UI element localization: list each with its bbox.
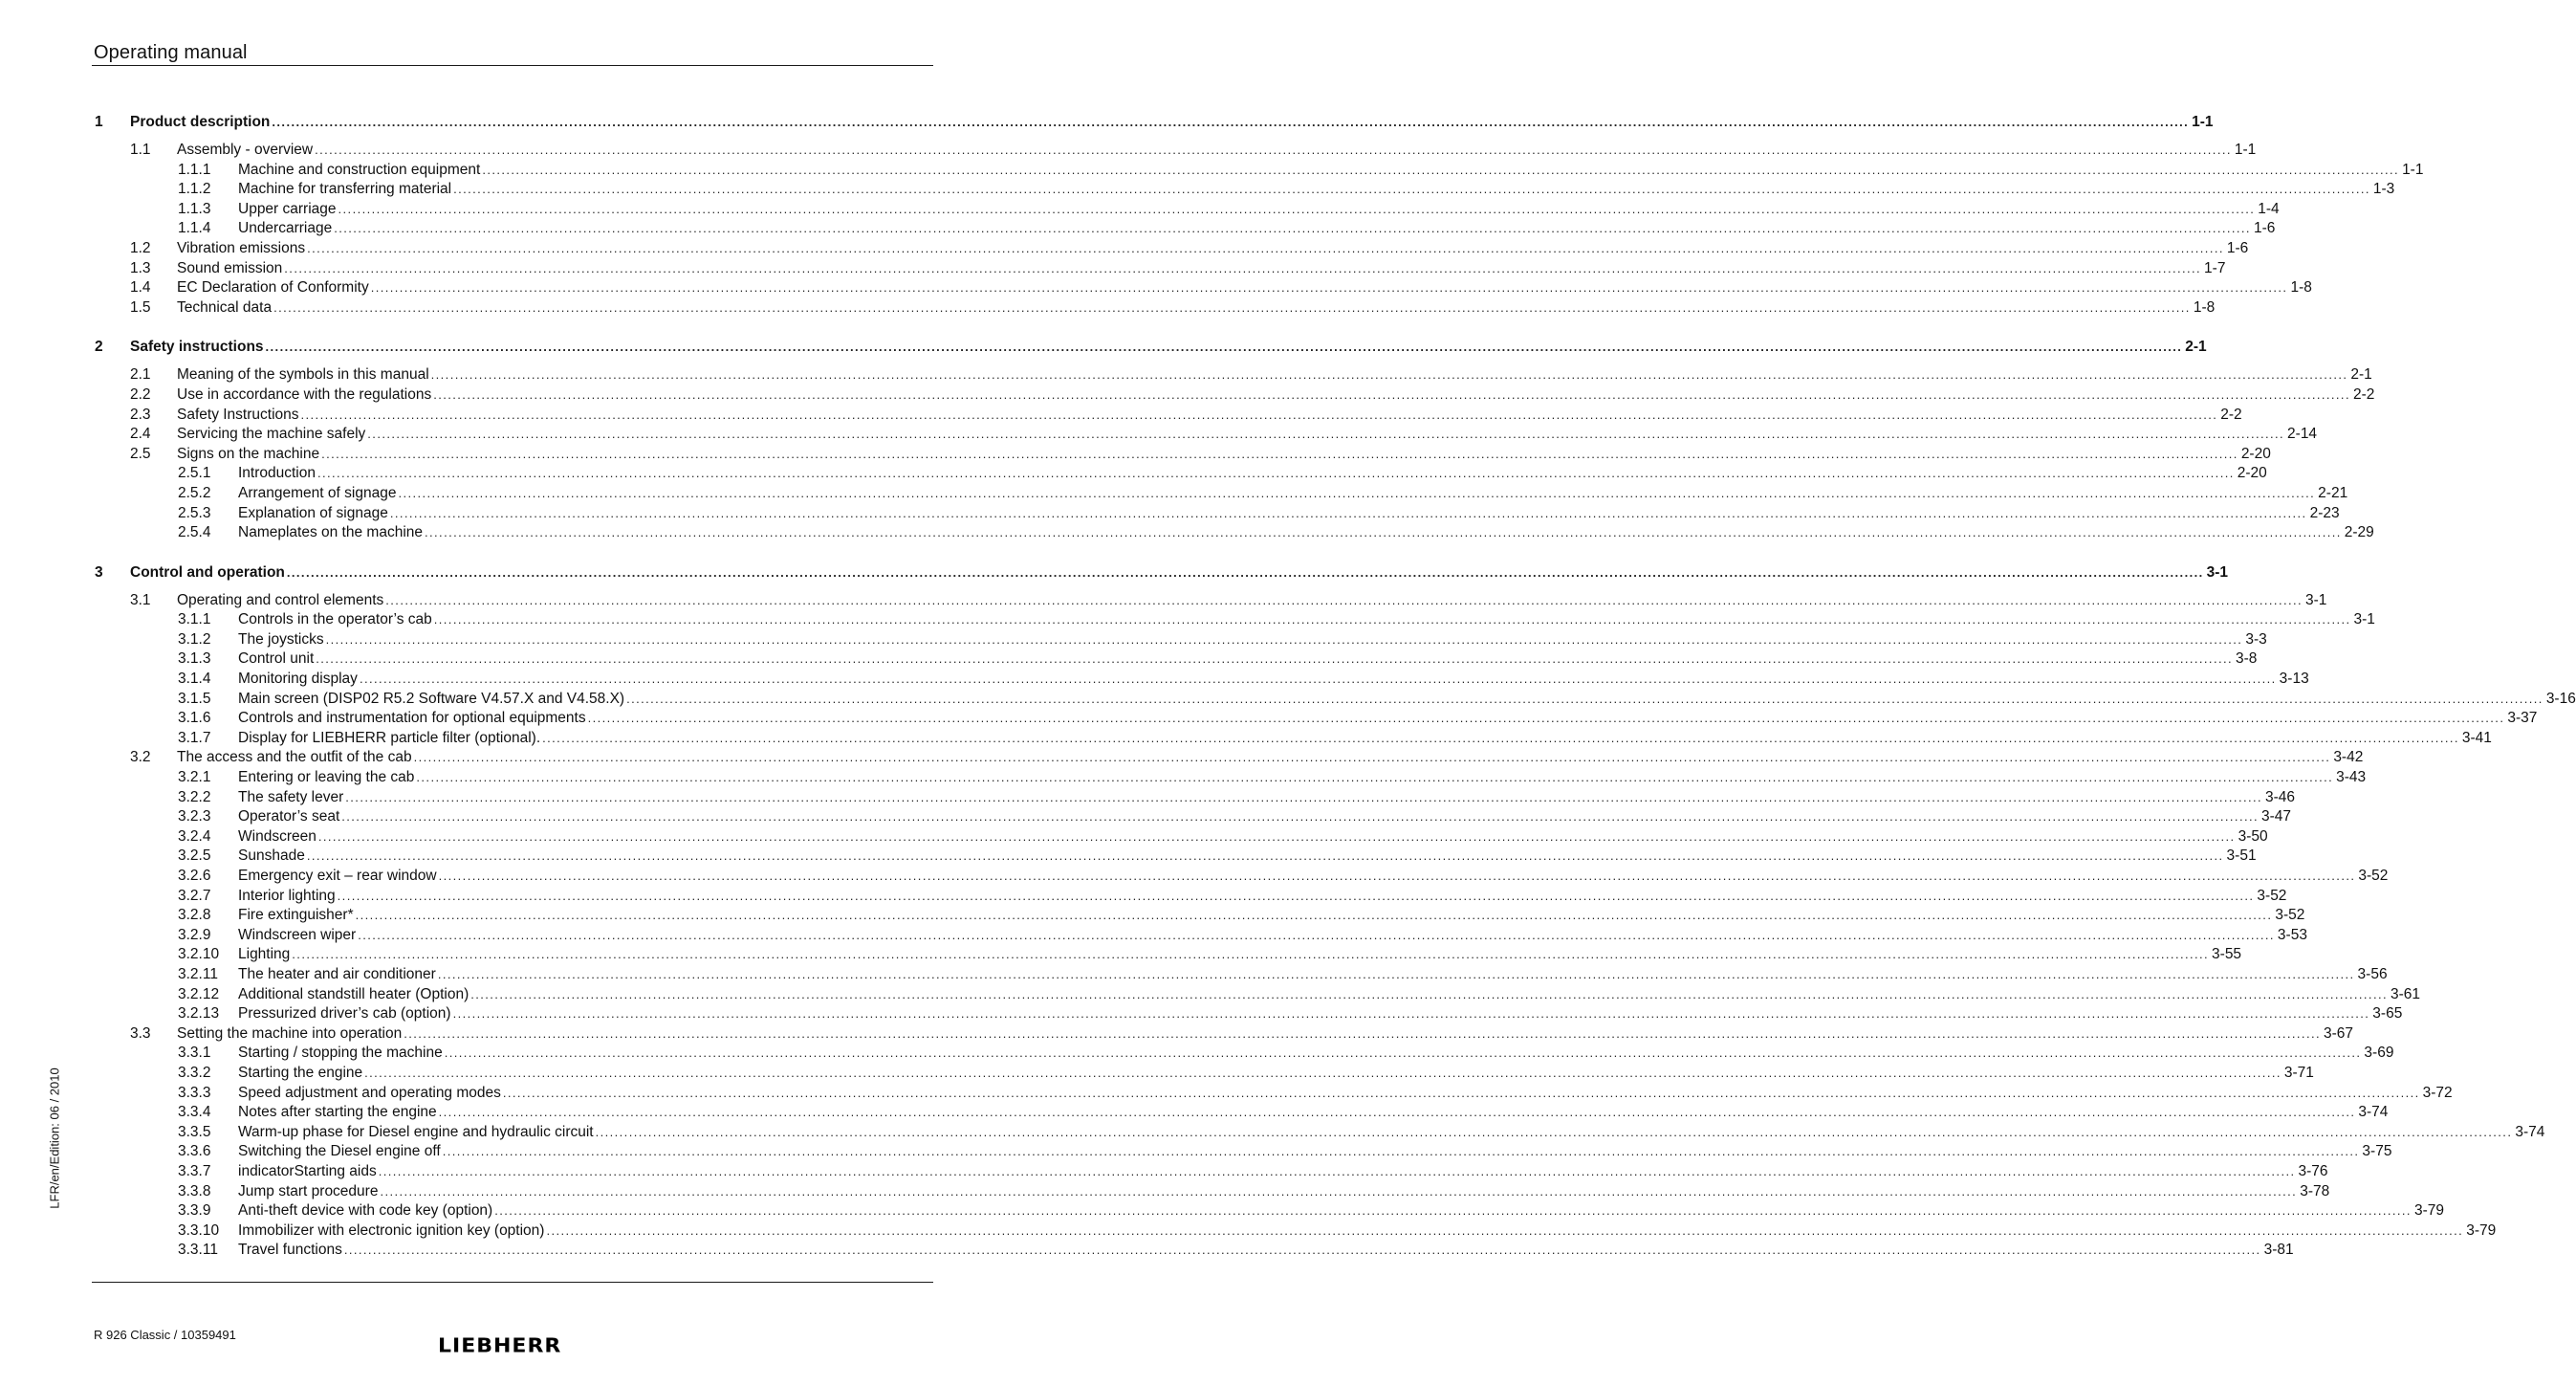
toc-entry-number: 3.3.10 (178, 1221, 220, 1239)
dot-leader: ................................................................................................................................................................................................................................................................................................................................................................................................................ (367, 427, 2285, 442)
toc-entry-title: Servicing the machine safely (177, 426, 366, 443)
liebherr-logo: LIEBHERR (438, 1335, 562, 1357)
toc-entry-title: Emergency exit – rear window (238, 868, 437, 884)
toc-entry-page: 3-81 (2263, 1242, 2294, 1259)
toc-chapter-entry[interactable] (92, 337, 2207, 358)
dot-leader: ................................................................................................................................................................................................................................................................................................................................................................................................................ (325, 631, 2243, 647)
toc-entry-page: 3-74 (2358, 1104, 2389, 1121)
toc-entry-title: Technical data (177, 298, 273, 316)
toc-entry-number: 3.3.5 (178, 1123, 211, 1140)
toc-entry-number: 3.2.1 (178, 769, 211, 786)
toc-entry-number: 3.2.9 (178, 926, 211, 943)
header-divider (92, 65, 933, 66)
toc-entry-page: 3-16 (2545, 690, 2576, 707)
dot-leader: ................................................................................................................................................................................................................................................................................................................................................................................................................ (292, 947, 2210, 962)
toc-entry-page: 3-46 (2265, 788, 2296, 805)
toc-entry[interactable] (92, 906, 2305, 926)
toc-entry-page: 1-6 (2253, 220, 2276, 237)
toc-entry-title: Travel functions (238, 1242, 342, 1259)
toc-entry-number: 3 (95, 563, 103, 581)
toc-entry-number: 1.2 (130, 239, 151, 256)
toc-entry-page: 3-52 (2358, 868, 2389, 884)
dot-leader: ................................................................................................................................................................................................................................................................................................................................................................................................................ (317, 466, 2235, 481)
toc-entry-number: 3.2.6 (178, 868, 211, 884)
toc-entry-page: 3-42 (2333, 749, 2364, 766)
toc-entry-page: 2-23 (2309, 504, 2340, 521)
toc-entry-page: 3-56 (2357, 965, 2388, 982)
dot-leader: ................................................................................................................................................................................................................................................................................................................................................................................................................ (286, 564, 2204, 580)
toc-entry-title: Undercarriage (238, 220, 333, 237)
toc-entry[interactable] (92, 1044, 2394, 1064)
toc-entry[interactable] (92, 523, 2374, 543)
toc-entry-title: Starting / stopping the machine (238, 1045, 443, 1062)
toc-entry[interactable] (92, 385, 2375, 406)
dot-leader: ................................................................................................................................................................................................................................................................................................................................................................................................................ (273, 299, 2191, 315)
toc-entry[interactable] (92, 1064, 2314, 1084)
toc-entry-page: 2-29 (2344, 524, 2374, 541)
toc-entry-number: 3.3.2 (178, 1064, 211, 1081)
toc-entry-title: Control and operation (130, 563, 285, 581)
dot-leader: ................................................................................................................................................................................................................................................................................................................................................................................................................ (482, 162, 2400, 177)
toc-entry-number: 3.2.7 (178, 887, 211, 904)
toc-entry[interactable] (92, 239, 2249, 259)
toc-entry-page: 3-79 (2466, 1221, 2497, 1239)
toc-entry[interactable] (92, 141, 2257, 161)
dot-leader: ................................................................................................................................................................................................................................................................................................................................................................................................................ (389, 505, 2307, 520)
toc-entry[interactable] (92, 180, 2395, 200)
toc-entry-title: Vibration emissions (177, 239, 306, 256)
toc-entry-page: 2-2 (2220, 406, 2242, 423)
toc-entry-title: Introduction (238, 465, 316, 482)
toc-entry-number: 3.3.7 (178, 1162, 211, 1179)
toc-entry[interactable] (92, 690, 2576, 710)
dot-leader: ................................................................................................................................................................................................................................................................................................................................................................................................................ (470, 986, 2388, 1001)
toc-entry-page: 3-72 (2422, 1084, 2453, 1101)
toc-entry-page: 1-1 (2192, 114, 2214, 130)
toc-entry-number: 3.1.5 (178, 690, 211, 707)
toc-entry[interactable] (92, 1123, 2545, 1143)
toc-entry-page: 3-61 (2390, 985, 2421, 1002)
toc-entry-title: Display for LIEBHERR particle filter (optional). (238, 729, 541, 746)
toc-entry[interactable] (92, 926, 2307, 946)
toc-entry-page: 1-8 (2193, 298, 2216, 316)
toc-entry-number: 2.5.1 (178, 465, 211, 482)
toc-entry-page: 3-52 (2257, 887, 2287, 904)
toc-entry[interactable] (92, 1201, 2444, 1221)
toc-entry-page: 3-41 (2461, 729, 2492, 746)
toc-entry-number: 3.2.10 (178, 946, 220, 963)
dot-leader: ................................................................................................................................................................................................................................................................................................................................................................................................................ (345, 789, 2263, 804)
toc-entry-title: The access and the outfit of the cab (177, 749, 412, 766)
toc-entry-title: Immobilizer with electronic ignition key (option) (238, 1221, 545, 1239)
toc-entry-page: 3-75 (2362, 1143, 2392, 1160)
toc-entry-number: 1.1.3 (178, 200, 211, 217)
table-of-contents (92, 112, 2576, 1261)
toc-entry-title: Controls and instrumentation for optional equipments (238, 710, 586, 727)
toc-entry[interactable] (92, 445, 2271, 465)
dot-leader: ................................................................................................................................................................................................................................................................................................................................................................................................................ (355, 908, 2273, 923)
toc-entry-title: indicatorStarting aids (238, 1162, 377, 1179)
toc-entry[interactable] (92, 1221, 2497, 1242)
dot-leader: ................................................................................................................................................................................................................................................................................................................................................................................................................ (433, 612, 2351, 627)
toc-entry-page: 1-6 (2226, 239, 2249, 256)
toc-entry-title: Machine for transferring material (238, 181, 452, 198)
toc-entry-title: Safety instructions (130, 339, 264, 356)
dot-leader: ................................................................................................................................................................................................................................................................................................................................................................................................................ (307, 240, 2224, 255)
toc-entry[interactable] (92, 965, 2388, 985)
toc-entry-page: 3-65 (2372, 1005, 2403, 1023)
toc-entry-title: Operator’s seat (238, 808, 340, 825)
toc-entry-title: Meaning of the symbols in this manual (177, 366, 429, 384)
dot-leader: ................................................................................................................................................................................................................................................................................................................................................................................................................ (364, 1065, 2281, 1080)
toc-entry-title: Jump start procedure (238, 1182, 379, 1199)
toc-entry-title: Pressurized driver’s cab (option) (238, 1005, 451, 1023)
toc-entry-page: 1-1 (2402, 161, 2424, 178)
dot-leader: ................................................................................................................................................................................................................................................................................................................................................................................................................ (398, 485, 2316, 500)
toc-entry[interactable] (92, 484, 2348, 504)
toc-entry[interactable] (92, 259, 2226, 279)
dot-leader: ................................................................................................................................................................................................................................................................................................................................................................................................................ (438, 1105, 2356, 1120)
toc-entry-number: 2.1 (130, 366, 151, 384)
toc-entry-title: The heater and air conditioner (238, 965, 436, 982)
toc-entry-page: 3-37 (2507, 710, 2538, 727)
toc-entry-page: 3-43 (2336, 769, 2367, 786)
toc-entry[interactable] (92, 887, 2287, 907)
toc-entry-number: 3.1.1 (178, 611, 211, 628)
edition-label: LFR/en/Edition: 06 / 2010 (47, 1067, 62, 1209)
toc-entry-title: Upper carriage (238, 200, 337, 217)
dot-leader: ................................................................................................................................................................................................................................................................................................................................................................................................................ (444, 1045, 2362, 1061)
toc-entry-page: 3-79 (2413, 1202, 2444, 1220)
dot-leader: ................................................................................................................................................................................................................................................................................................................................................................................................................ (437, 966, 2355, 981)
dot-leader: ................................................................................................................................................................................................................................................................................................................................................................................................................ (433, 386, 2350, 402)
toc-entry-title: Windscreen (238, 827, 317, 845)
dot-leader: ................................................................................................................................................................................................................................................................................................................................................................................................................ (546, 1222, 2464, 1238)
toc-entry-page: 1-4 (2258, 200, 2280, 217)
footer-divider (92, 1282, 933, 1283)
dot-leader: ................................................................................................................................................................................................................................................................................................................................................................................................................ (337, 888, 2255, 903)
toc-entry[interactable] (92, 847, 2257, 867)
toc-entry-title: Controls in the operator’s cab (238, 611, 432, 628)
dot-leader: ................................................................................................................................................................................................................................................................................................................................................................................................................ (416, 770, 2334, 785)
toc-entry-title: Speed adjustment and operating modes (238, 1084, 501, 1101)
toc-entry-number: 1.1.4 (178, 220, 211, 237)
toc-entry-page: 1-1 (2234, 142, 2257, 158)
dot-leader: ................................................................................................................................................................................................................................................................................................................................................................................................................ (380, 1183, 2298, 1199)
toc-entry-title: Notes after starting the engine (238, 1104, 437, 1121)
toc-entry[interactable] (92, 945, 2242, 965)
dot-leader: ................................................................................................................................................................................................................................................................................................................................................................................................................ (587, 711, 2505, 726)
toc-entry-number: 3.2 (130, 749, 151, 766)
toc-entry-title: Machine and construction equipment (238, 161, 481, 178)
dot-leader: ................................................................................................................................................................................................................................................................................................................................................................................................................ (502, 1085, 2420, 1100)
dot-leader: ................................................................................................................................................................................................................................................................................................................................................................................................................ (453, 182, 2370, 197)
dot-leader: ................................................................................................................................................................................................................................................................................................................................................................................................................ (452, 1006, 2370, 1022)
dot-leader: ................................................................................................................................................................................................................................................................................................................................................................................................................ (626, 691, 2543, 706)
dot-leader: ................................................................................................................................................................................................................................................................................................................................................................................................................ (542, 730, 2459, 745)
toc-entry[interactable] (92, 504, 2340, 524)
toc-entry-page: 1-7 (2204, 259, 2226, 276)
toc-entry[interactable] (92, 985, 2421, 1005)
toc-entry-page: 2-2 (2352, 385, 2375, 403)
dot-leader: ................................................................................................................................................................................................................................................................................................................................................................................................................ (341, 809, 2259, 825)
toc-entry[interactable] (92, 827, 2268, 847)
toc-entry[interactable] (92, 649, 2258, 670)
toc-entry[interactable] (92, 200, 2280, 220)
toc-entry-title: Warm-up phase for Diesel engine and hydraulic circuit (238, 1123, 594, 1140)
toc-entry[interactable] (92, 298, 2216, 319)
toc-entry-number: 3.1.3 (178, 650, 211, 668)
toc-entry-page: 3-53 (2277, 926, 2307, 943)
toc-entry-page: 2-21 (2318, 484, 2348, 501)
toc-entry-number: 2.2 (130, 385, 151, 403)
dot-leader: ................................................................................................................................................................................................................................................................................................................................................................................................................ (370, 280, 2288, 296)
toc-entry-page: 3-74 (2515, 1123, 2545, 1140)
toc-entry-number: 3.3.4 (178, 1104, 211, 1121)
dot-leader: ................................................................................................................................................................................................................................................................................................................................................................................................................ (425, 525, 2342, 540)
dot-leader: ................................................................................................................................................................................................................................................................................................................................................................................................................ (321, 446, 2238, 461)
toc-entry-number: 3.2.3 (178, 808, 211, 825)
toc-entry[interactable] (92, 610, 2375, 630)
toc-entry-page: 3-76 (2298, 1162, 2328, 1179)
dot-leader: ................................................................................................................................................................................................................................................................................................................................................................................................................ (358, 927, 2275, 942)
toc-entry-title: The joysticks (238, 630, 324, 648)
toc-entry-page: 3-47 (2261, 808, 2292, 825)
toc-entry-number: 3.1.4 (178, 671, 211, 688)
dot-leader: ................................................................................................................................................................................................................................................................................................................................................................................................................ (300, 407, 2218, 422)
toc-entry[interactable] (92, 161, 2424, 181)
dot-leader: ................................................................................................................................................................................................................................................................................................................................................................................................................ (413, 750, 2331, 765)
dot-leader: ................................................................................................................................................................................................................................................................................................................................................................................................................ (359, 671, 2277, 687)
toc-entry-title: Signs on the machine (177, 445, 320, 462)
toc-entry-number: 1.1.2 (178, 181, 211, 198)
toc-entry-number: 3.3.11 (178, 1242, 218, 1259)
toc-entry-title: Assembly - overview (177, 142, 314, 158)
toc-entry-page: 2-20 (2237, 465, 2267, 482)
dot-leader: ................................................................................................................................................................................................................................................................................................................................................................................................................ (316, 651, 2233, 667)
toc-entry-number: 3.2.2 (178, 788, 211, 805)
toc-entry-title: Anti-theft device with code key (option) (238, 1202, 493, 1220)
toc-entry-number: 3.3.6 (178, 1143, 211, 1160)
toc-entry-number: 3.2.11 (178, 965, 218, 982)
toc-entry-title: Nameplates on the machine (238, 524, 424, 541)
toc-entry[interactable] (92, 425, 2318, 445)
toc-entry-title: Additional standstill heater (Option) (238, 985, 469, 1002)
toc-entry-title: The safety lever (238, 788, 344, 805)
dot-leader: ................................................................................................................................................................................................................................................................................................................................................................................................................ (306, 848, 2224, 864)
dot-leader: ................................................................................................................................................................................................................................................................................................................................................................................................................ (442, 1144, 2360, 1159)
toc-entry-page: 2-20 (2240, 445, 2271, 462)
toc-entry-number: 2.5.4 (178, 524, 211, 541)
toc-entry-number: 3.3.8 (178, 1182, 211, 1199)
toc-entry-number: 2.5 (130, 445, 151, 462)
toc-entry[interactable] (92, 788, 2296, 808)
toc-entry[interactable] (92, 670, 2309, 690)
toc-entry-page: 3-78 (2300, 1182, 2330, 1199)
toc-entry-title: EC Declaration of Conformity (177, 279, 369, 297)
toc-entry-title: Monitoring display (238, 671, 358, 688)
toc-chapter-entry[interactable] (92, 562, 2229, 583)
toc-entry-title: Arrangement of signage (238, 484, 397, 501)
toc-entry[interactable] (92, 1182, 2330, 1202)
toc-entry-page: 2-14 (2287, 426, 2318, 443)
toc-entry-page: 3-1 (2206, 563, 2229, 581)
toc-entry-page: 2-1 (2185, 339, 2207, 356)
dot-leader: ................................................................................................................................................................................................................................................................................................................................................................................................................ (265, 340, 2183, 355)
toc-entry-number: 3.3 (130, 1024, 151, 1042)
toc-entry-page: 3-1 (2353, 611, 2375, 628)
dot-leader: ................................................................................................................................................................................................................................................................................................................................................................................................................ (338, 201, 2256, 216)
toc-entry-title: Use in accordance with the regulations (177, 385, 432, 403)
toc-entry-title: Product description (130, 114, 271, 130)
dot-leader: ................................................................................................................................................................................................................................................................................................................................................................................................................ (334, 221, 2251, 236)
toc-entry-page: 3-55 (2212, 946, 2242, 963)
toc-entry-number: 1.4 (130, 279, 151, 297)
toc-entry[interactable] (92, 464, 2267, 484)
toc-entry-page: 2-1 (2350, 366, 2372, 384)
toc-entry[interactable] (92, 365, 2372, 385)
toc-entry-page: 3-52 (2275, 907, 2305, 924)
toc-entry[interactable] (92, 1004, 2403, 1024)
dot-leader: ................................................................................................................................................................................................................................................................................................................................................................................................................ (284, 260, 2202, 275)
toc-entry-number: 3.2.5 (178, 847, 211, 865)
toc-entry-number: 1.1.1 (178, 161, 211, 178)
dot-leader: ................................................................................................................................................................................................................................................................................................................................................................................................................ (494, 1203, 2412, 1219)
toc-entry-title: Main screen (DISP02 R5.2 Software V4.57.X and V4.58.X) (238, 690, 625, 707)
toc-entry-page: 3-51 (2226, 847, 2257, 865)
toc-entry-number: 2.5.3 (178, 504, 211, 521)
toc-entry-number: 1.5 (130, 298, 151, 316)
toc-entry-title: Fire extinguisher* (238, 907, 354, 924)
toc-entry-title: Lighting (238, 946, 291, 963)
toc-entry-number: 3.1 (130, 591, 151, 608)
dot-leader: ................................................................................................................................................................................................................................................................................................................................................................................................................ (378, 1163, 2296, 1178)
toc-entry[interactable] (92, 406, 2242, 426)
toc-entry[interactable] (92, 630, 2267, 650)
toc-entry-number: 3.3.3 (178, 1084, 211, 1101)
toc-entry-title: Sound emission (177, 259, 283, 276)
toc-entry[interactable] (92, 1162, 2328, 1182)
toc-entry[interactable] (92, 748, 2364, 768)
toc-entry-title: Control unit (238, 650, 315, 668)
toc-entry[interactable] (92, 1024, 2354, 1045)
toc-entry[interactable] (92, 807, 2292, 827)
toc-entry-title: Sunshade (238, 847, 305, 865)
toc-entry-number: 3.3.9 (178, 1202, 211, 1220)
dot-leader: ................................................................................................................................................................................................................................................................................................................................................................................................................ (385, 592, 2303, 607)
toc-entry-number: 3.1.7 (178, 729, 211, 746)
toc-entry-title: Switching the Diesel engine off (238, 1143, 441, 1160)
page-header-title: Operating manual (94, 42, 248, 63)
toc-entry-number: 1.3 (130, 259, 151, 276)
toc-chapter-entry[interactable] (92, 112, 2214, 133)
toc-entry-number: 3.2.13 (178, 1005, 220, 1023)
toc-entry-title: Safety Instructions (177, 406, 299, 423)
toc-entry-number: 2.5.2 (178, 484, 211, 501)
toc-entry-page: 3-50 (2238, 827, 2268, 845)
model-number: R 926 Classic / 10359491 (94, 1328, 236, 1342)
toc-entry-number: 1.1 (130, 142, 151, 158)
toc-entry-number: 2 (95, 339, 103, 356)
dot-leader: ................................................................................................................................................................................................................................................................................................................................................................................................................ (430, 367, 2348, 383)
toc-entry[interactable] (92, 729, 2492, 749)
toc-entry-number: 3.1.6 (178, 710, 211, 727)
dot-leader: ................................................................................................................................................................................................................................................................................................................................................................................................................ (343, 1243, 2261, 1258)
toc-entry[interactable] (92, 709, 2538, 729)
toc-entry-page: 3-67 (2323, 1024, 2354, 1042)
toc-entry-page: 1-3 (2372, 181, 2395, 198)
toc-entry[interactable] (92, 768, 2367, 788)
toc-entry-title: Windscreen wiper (238, 926, 357, 943)
toc-entry-number: 3.1.2 (178, 630, 211, 648)
toc-entry-title: Operating and control elements (177, 591, 384, 608)
dot-leader: ................................................................................................................................................................................................................................................................................................................................................................................................................ (272, 115, 2190, 129)
toc-entry-number: 3.2.8 (178, 907, 211, 924)
dot-leader: ................................................................................................................................................................................................................................................................................................................................................................................................................ (315, 143, 2232, 157)
toc-entry-number: 2.3 (130, 406, 151, 423)
toc-entry[interactable] (92, 219, 2276, 239)
toc-entry[interactable] (92, 1084, 2453, 1104)
toc-entry[interactable] (92, 1241, 2294, 1261)
toc-entry-page: 3-71 (2283, 1064, 2314, 1081)
toc-entry-page: 1-8 (2290, 279, 2312, 297)
toc-entry-number: 2.4 (130, 426, 151, 443)
toc-entry[interactable] (92, 591, 2327, 611)
toc-entry-page: 3-3 (2245, 630, 2267, 648)
toc-entry-page: 3-1 (2305, 591, 2327, 608)
dot-leader: ................................................................................................................................................................................................................................................................................................................................................................................................................ (317, 828, 2236, 844)
dot-leader: ................................................................................................................................................................................................................................................................................................................................................................................................................ (404, 1025, 2321, 1041)
toc-entry-number: 3.2.4 (178, 827, 211, 845)
dot-leader: ................................................................................................................................................................................................................................................................................................................................................................................................................ (438, 869, 2356, 883)
toc-entry-page: 3-8 (2236, 650, 2258, 668)
toc-entry-title: Explanation of signage (238, 504, 388, 521)
toc-entry[interactable] (92, 278, 2312, 298)
toc-entry[interactable] (92, 1103, 2389, 1123)
toc-entry-page: 3-13 (2279, 671, 2309, 688)
dot-leader: ................................................................................................................................................................................................................................................................................................................................................................................................................ (595, 1124, 2513, 1139)
toc-entry[interactable] (92, 867, 2389, 887)
toc-entry-title: Starting the engine (238, 1064, 363, 1081)
toc-entry-title: Setting the machine into operation (177, 1024, 403, 1042)
toc-entry-number: 1 (95, 114, 103, 130)
toc-entry[interactable] (92, 1142, 2392, 1162)
toc-entry-page: 3-69 (2364, 1045, 2394, 1062)
toc-entry-number: 3.2.12 (178, 985, 220, 1002)
toc-entry-title: Entering or leaving the cab (238, 769, 415, 786)
toc-entry-number: 3.3.1 (178, 1045, 211, 1062)
toc-entry-title: Interior lighting (238, 887, 336, 904)
